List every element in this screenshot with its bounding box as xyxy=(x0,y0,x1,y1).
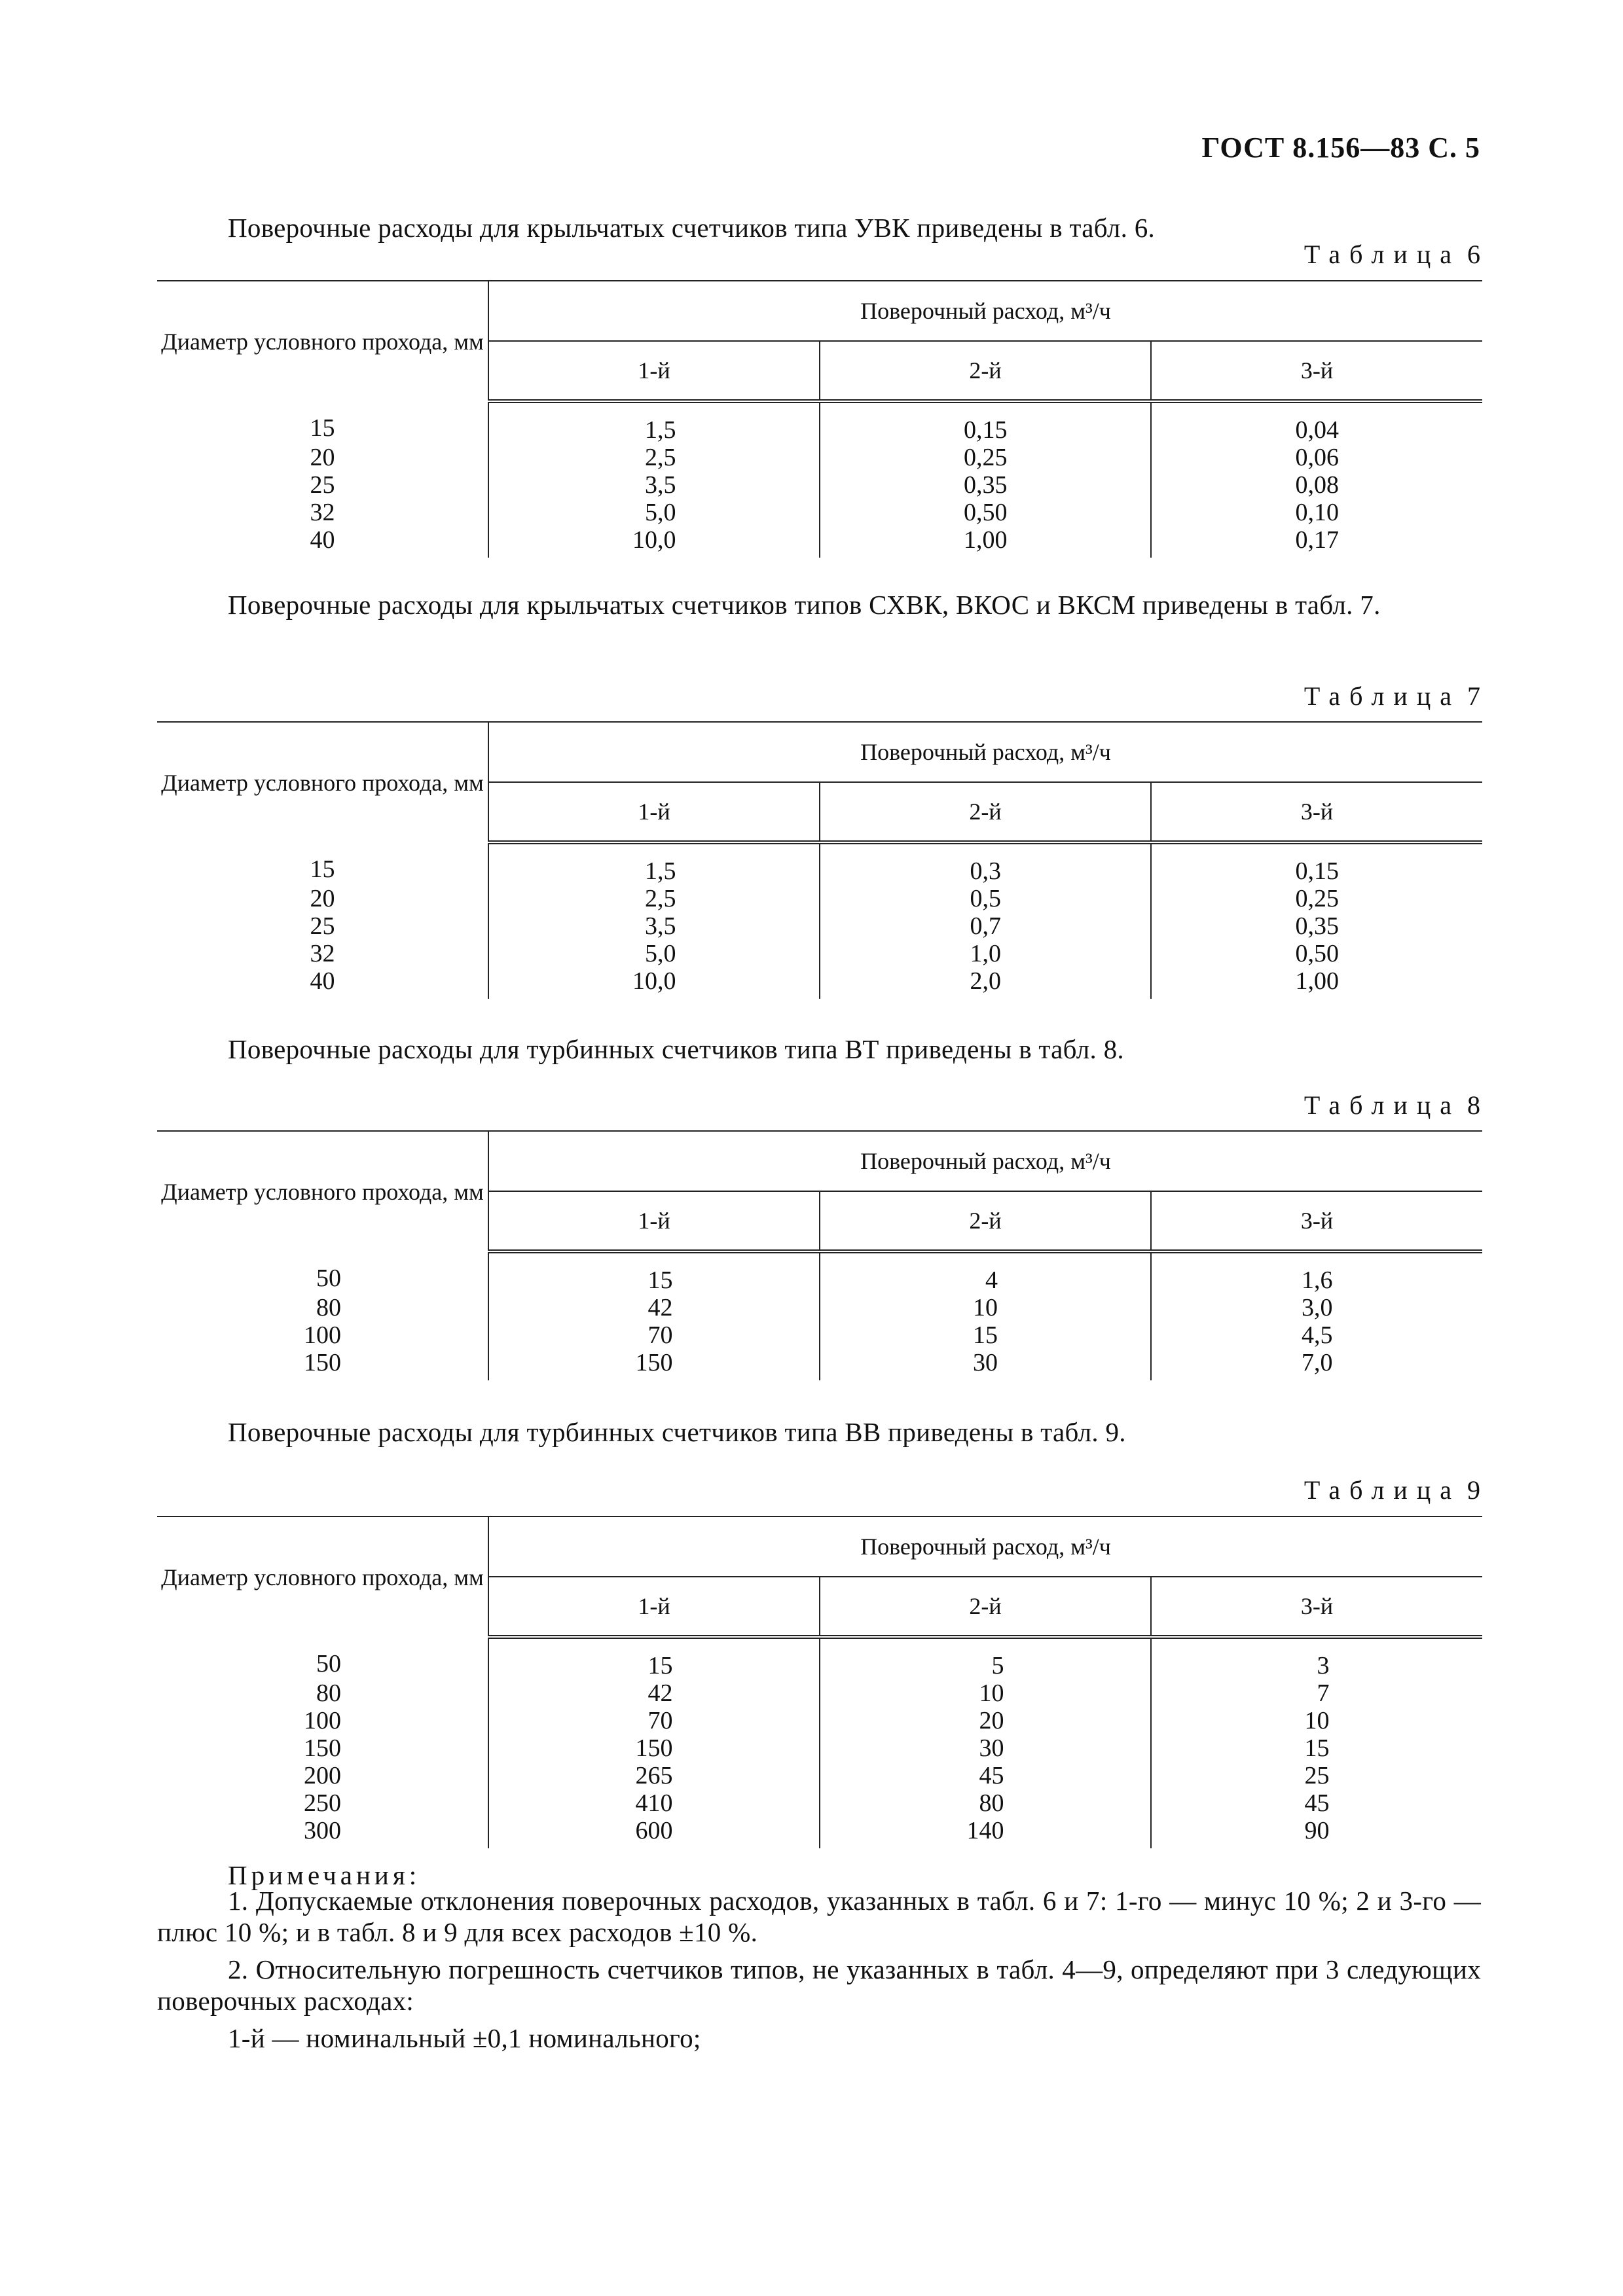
table-cell: 45 xyxy=(1304,1789,1330,1817)
table-cell: 0,04 xyxy=(1295,416,1339,444)
table-cell: 4,5 xyxy=(1302,1321,1333,1349)
table-cell: 150 xyxy=(488,1349,820,1380)
header-col-2: 2-й xyxy=(820,1191,1151,1251)
table-cell: 0,10 xyxy=(1295,499,1339,526)
table-cell: 0,35 xyxy=(1295,912,1339,940)
table-cell: 1,00 xyxy=(1295,967,1339,995)
table-cell: 100 xyxy=(157,1707,488,1734)
table-cell: 5 xyxy=(820,1637,1151,1679)
header-col-3: 3-й xyxy=(1151,1191,1482,1251)
table-cell: 90 xyxy=(1304,1817,1330,1844)
header-diameter: Диаметр условного прохода, мм xyxy=(157,722,488,842)
table-cell: 2,0 xyxy=(820,967,1151,999)
table-cell: 1,5 xyxy=(488,401,820,444)
table-cell: 0,25 xyxy=(820,444,1151,471)
table-cell: 1,6 xyxy=(1302,1266,1333,1294)
table-cell: 300 xyxy=(157,1817,488,1848)
table-row xyxy=(157,499,1482,526)
table-cell: 0,3 xyxy=(820,842,1151,885)
table-cell: 150 xyxy=(488,1734,820,1762)
header-diameter: Диаметр условного прохода, мм xyxy=(157,1131,488,1251)
table-9-label: Таблица 9 xyxy=(1304,1475,1480,1505)
table-row xyxy=(157,444,1482,471)
header-flow: Поверочный расход, м³/ч xyxy=(488,1516,1482,1577)
table-cell: 80 xyxy=(820,1789,1151,1817)
table-cell: 80 xyxy=(157,1679,488,1707)
table-cell: 3 xyxy=(1317,1652,1330,1679)
table-cell: 10,0 xyxy=(488,526,820,558)
table-cell: 25 xyxy=(157,471,488,499)
table-cell: 4 xyxy=(820,1251,1151,1294)
table-row xyxy=(157,401,1482,444)
page-header: ГОСТ 8.156—83 С. 5 xyxy=(1201,132,1480,164)
table-cell: 0,7 xyxy=(820,912,1151,940)
header-col-3: 3-й xyxy=(1151,1577,1482,1637)
table-cell: 15 xyxy=(488,1637,820,1679)
note-1: 1. Допускаемые отклонения поверочных расходов, указанных в табл. 6 и 7: 1-го — минус 10 %; 2 и 3-го — плюс 10 %; и в табл. 8 и 9 для всех расходов ±10 %. xyxy=(157,1886,1481,1947)
table-cell: 2,5 xyxy=(488,444,820,471)
table-cell: 40 xyxy=(157,526,488,558)
header-flow: Поверочный расход, м³/ч xyxy=(488,281,1482,341)
table-cell: 30 xyxy=(820,1349,1151,1380)
table-cell: 10,0 xyxy=(488,967,820,999)
table-cell: 70 xyxy=(488,1321,820,1349)
header-col-1: 1-й xyxy=(488,1191,820,1251)
table-cell: 32 xyxy=(157,940,488,967)
table-cell: 32 xyxy=(157,499,488,526)
header-col-3: 3-й xyxy=(1151,341,1482,401)
table-row xyxy=(157,526,1482,558)
note-3: 1-й — номинальный ±0,1 номинального; xyxy=(228,2023,701,2053)
table-cell: 30 xyxy=(820,1734,1151,1762)
header-col-2: 2-й xyxy=(820,782,1151,842)
table-cell: 25 xyxy=(157,912,488,940)
table-cell: 0,15 xyxy=(1295,857,1339,885)
intro-table-9: Поверочные расходы для турбинных счетчиков типа ВВ приведены в табл. 9. xyxy=(228,1417,1126,1447)
intro-table-7: Поверочные расходы для крыльчатых счетчиков типов СХВК, ВКОС и ВКСМ приведены в табл. 7. xyxy=(228,590,1381,620)
table-cell: 50 xyxy=(157,1637,488,1679)
table-row xyxy=(157,1707,1482,1734)
table-cell: 42 xyxy=(488,1679,820,1707)
header-flow: Поверочный расход, м³/ч xyxy=(488,1131,1482,1191)
table-cell: 20 xyxy=(820,1707,1151,1734)
table-row xyxy=(157,1321,1482,1349)
table-cell: 40 xyxy=(157,967,488,999)
table-row xyxy=(157,1789,1482,1817)
table-cell: 140 xyxy=(820,1817,1151,1848)
table-row xyxy=(157,967,1482,999)
table-cell: 100 xyxy=(157,1321,488,1349)
table-cell: 7 xyxy=(1317,1679,1330,1707)
table-row xyxy=(157,940,1482,967)
header-col-3: 3-й xyxy=(1151,782,1482,842)
table-row xyxy=(157,1762,1482,1789)
table-cell: 15 xyxy=(488,1251,820,1294)
table-cell: 0,15 xyxy=(820,401,1151,444)
table-cell: 5,0 xyxy=(488,940,820,967)
table-cell: 600 xyxy=(488,1817,820,1848)
flow-table-6 xyxy=(157,280,1482,558)
table-cell: 410 xyxy=(488,1789,820,1817)
table-cell: 250 xyxy=(157,1789,488,1817)
table-cell: 70 xyxy=(488,1707,820,1734)
table-6-label: Таблица 6 xyxy=(1304,240,1480,269)
notes-title: Примечания: xyxy=(228,1860,421,1890)
table-8-label: Таблица 8 xyxy=(1304,1090,1480,1120)
table-row xyxy=(157,1734,1482,1762)
intro-table-8: Поверочные расходы для турбинных счетчиков типа ВТ приведены в табл. 8. xyxy=(228,1034,1124,1064)
table-cell: 15 xyxy=(820,1321,1151,1349)
header-col-2: 2-й xyxy=(820,341,1151,401)
table-cell: 0,25 xyxy=(1295,885,1339,912)
table-cell: 0,08 xyxy=(1295,471,1339,499)
table-cell: 45 xyxy=(820,1762,1151,1789)
table-cell: 1,5 xyxy=(488,842,820,885)
table-cell: 2,5 xyxy=(488,885,820,912)
note-2: 2. Относительную погрешность счетчиков типов, не указанных в табл. 4—9, определяют при 3 следующих поверочных расходах: xyxy=(157,1954,1481,2016)
table-cell: 25 xyxy=(1304,1762,1330,1789)
table-cell: 3,5 xyxy=(488,471,820,499)
header-diameter: Диаметр условного прохода, мм xyxy=(157,1516,488,1637)
table-cell: 80 xyxy=(157,1294,488,1321)
table-cell: 42 xyxy=(488,1294,820,1321)
table-cell: 10 xyxy=(1304,1707,1330,1734)
table-cell: 0,06 xyxy=(1295,444,1339,471)
table-cell: 3,5 xyxy=(488,912,820,940)
flow-table-9 xyxy=(157,1516,1482,1848)
table-row xyxy=(157,1349,1482,1380)
table-row xyxy=(157,1637,1482,1679)
table-cell: 0,5 xyxy=(820,885,1151,912)
table-cell: 15 xyxy=(157,401,488,444)
header-col-2: 2-й xyxy=(820,1577,1151,1637)
table-cell: 15 xyxy=(1304,1734,1330,1762)
header-col-1: 1-й xyxy=(488,782,820,842)
table-cell: 150 xyxy=(157,1734,488,1762)
table-row xyxy=(157,912,1482,940)
table-row xyxy=(157,842,1482,885)
table-row xyxy=(157,1251,1482,1294)
table-cell: 5,0 xyxy=(488,499,820,526)
flow-table-7 xyxy=(157,721,1482,999)
table-cell: 3,0 xyxy=(1302,1294,1333,1321)
table-row xyxy=(157,1294,1482,1321)
table-cell: 7,0 xyxy=(1302,1349,1333,1376)
table-cell: 10 xyxy=(820,1679,1151,1707)
intro-table-6: Поверочные расходы для крыльчатых счетчиков типа УВК приведены в табл. 6. xyxy=(228,213,1156,243)
table-cell: 15 xyxy=(157,842,488,885)
table-cell: 1,00 xyxy=(820,526,1151,558)
table-row xyxy=(157,885,1482,912)
header-flow: Поверочный расход, м³/ч xyxy=(488,722,1482,782)
table-cell: 20 xyxy=(157,885,488,912)
table-cell: 0,50 xyxy=(1295,940,1339,967)
table-cell: 0,35 xyxy=(820,471,1151,499)
table-cell: 10 xyxy=(820,1294,1151,1321)
table-7-label: Таблица 7 xyxy=(1304,681,1480,711)
table-row xyxy=(157,1679,1482,1707)
table-cell: 150 xyxy=(157,1349,488,1380)
table-row xyxy=(157,471,1482,499)
flow-table-8 xyxy=(157,1130,1482,1380)
table-cell: 0,17 xyxy=(1295,526,1339,554)
header-col-1: 1-й xyxy=(488,341,820,401)
header-diameter: Диаметр условного прохода, мм xyxy=(157,281,488,401)
table-cell: 200 xyxy=(157,1762,488,1789)
table-cell: 265 xyxy=(488,1762,820,1789)
table-cell: 1,0 xyxy=(820,940,1151,967)
table-cell: 0,50 xyxy=(820,499,1151,526)
table-cell: 50 xyxy=(157,1251,488,1294)
header-col-1: 1-й xyxy=(488,1577,820,1637)
table-cell: 20 xyxy=(157,444,488,471)
table-row xyxy=(157,1817,1482,1848)
